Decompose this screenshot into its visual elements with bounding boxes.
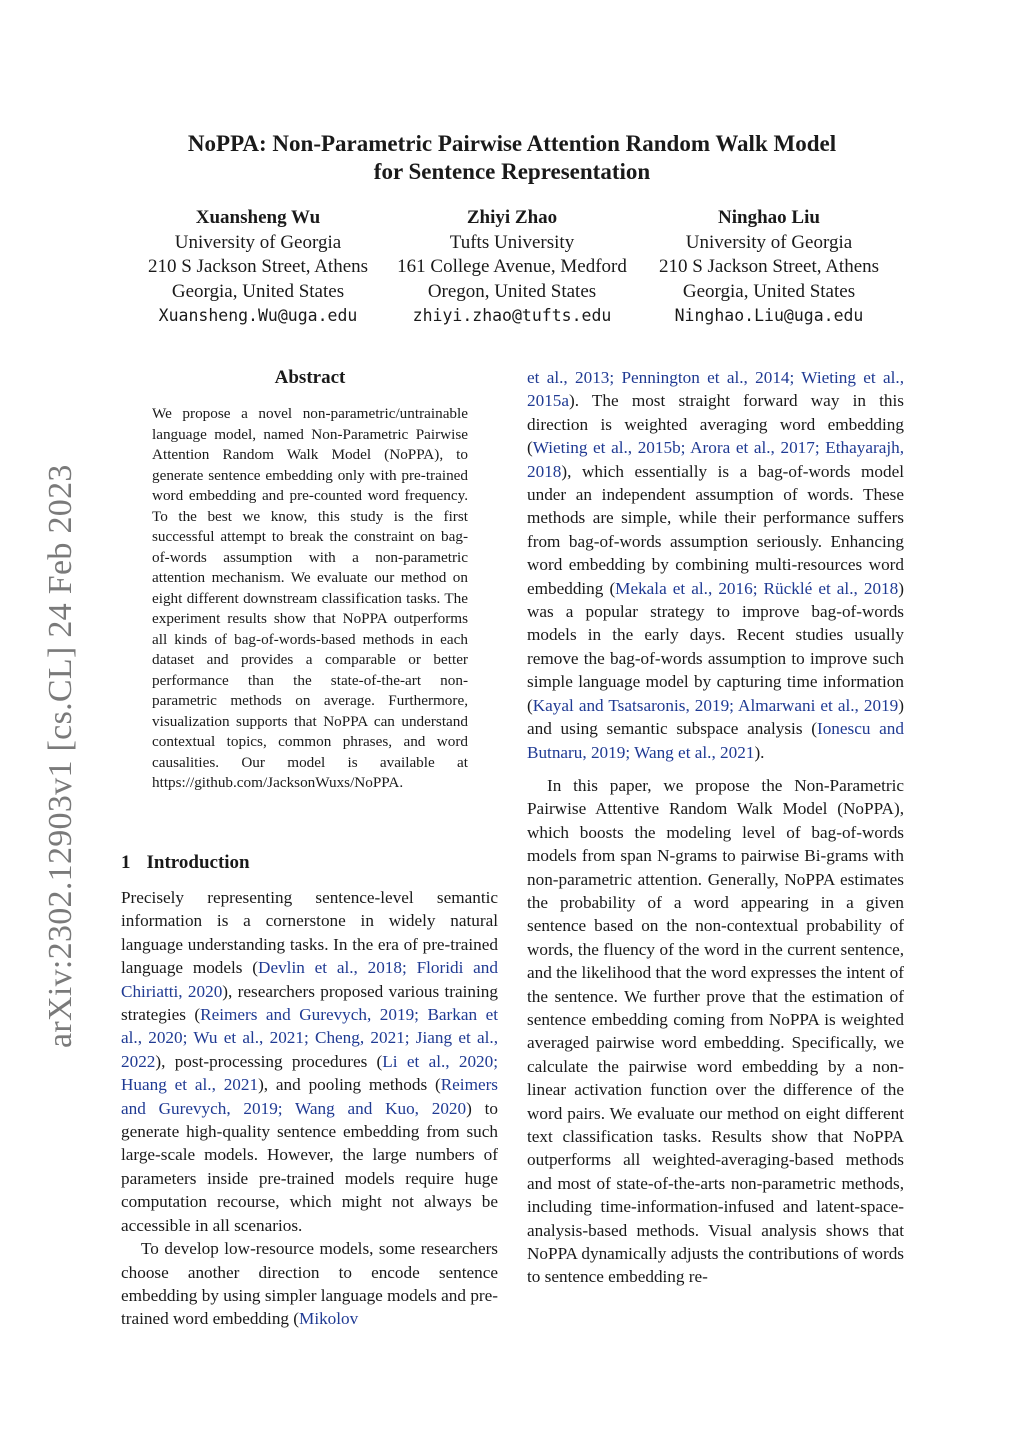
left-column — [121, 886, 498, 1331]
body-text: ). The most straight forward way in this direction is weighted averaging word embedding ( — [527, 391, 904, 458]
paragraph — [121, 1237, 498, 1331]
body-text: To develop low-resource models, some researchers choose another direction to encode sentence embedding by using simpler language models and pre-trained word embedding ( — [121, 1239, 498, 1329]
author-affiliation: Tufts University — [449, 231, 575, 253]
body-text: ), post-processing procedures ( — [155, 1051, 383, 1071]
author-address: 210 S Jackson Street, Athens — [147, 256, 369, 277]
citation-link[interactable]: Mikolov — [299, 1309, 359, 1329]
author-location: Georgia, United States — [682, 280, 856, 302]
title-line-2: for Sentence Representation — [373, 159, 651, 184]
author-name: Zhiyi Zhao — [466, 207, 558, 228]
body-text: ) was a popular strategy to improve bag-of-words models in the early days. Recent studies usually remove the bag-of-words assumption to improve such simple language model by capturing time information ( — [527, 578, 904, 715]
body-text: ), and pooling methods ( — [258, 1075, 441, 1095]
citation-link[interactable]: Ionescu and Butnaru, 2019; Wang et al., 2021 — [527, 719, 904, 762]
paper-title — [112, 130, 912, 186]
paragraph — [527, 366, 904, 764]
body-text: ), which essentially is a bag-of-words model under an independent assumption of words. These methods are simple, while their performance suffers from bag-of-words assumption seriously. Enhancing word embedding by combining multi-resources word embedding ( — [527, 461, 904, 598]
body-text: Precisely representing sentence-level semantic information is a cornerstone in widely natural language understanding tasks. In the era of pre-trained language models ( — [121, 888, 498, 978]
body-text: ). — [754, 742, 765, 762]
author-email[interactable]: Xuansheng.Wu@uga.edu — [158, 306, 358, 325]
citation-link[interactable]: Kayal and Tsatsaronis, 2019; Almarwani et al., 2019 — [532, 695, 899, 715]
author-email[interactable]: zhiyi.zhao@tufts.edu — [412, 306, 612, 325]
author-block-3 — [635, 206, 903, 329]
section-number: 1 — [121, 852, 131, 873]
body-text: ) and using semantic subspace analysis ( — [527, 695, 904, 739]
author-name: Xuansheng Wu — [195, 207, 321, 228]
author-email[interactable]: Ninghao.Liu@uga.edu — [674, 306, 864, 325]
author-location: Georgia, United States — [171, 280, 345, 302]
arxiv-identifier: arXiv:2302.12903v1 [cs.CL] 24 Feb 2023 — [42, 464, 79, 1048]
citation-link[interactable]: Reimers and Gurevych, 2019; Wang and Kuo, 2020 — [121, 1075, 498, 1118]
section-title: Introduction — [146, 852, 250, 873]
body-text: ), researchers proposed various training strategies ( — [121, 981, 498, 1025]
citation-link[interactable]: Li et al., 2020; Huang et al., 2021 — [121, 1051, 499, 1095]
author-affiliation: University of Georgia — [174, 231, 342, 253]
author-name: Ninghao Liu — [718, 207, 820, 228]
title-line-1: NoPPA: Non-Parametric Pairwise Attention Random Walk Model — [187, 131, 837, 156]
author-address: 161 College Avenue, Medford — [397, 256, 627, 277]
paragraph: In this paper, we propose the Non-Parametric Pairwise Attentive Random Walk Model (NoPPA), which boosts the modeling level of bag-of-words models from span N-grams to pairwise Bi-grams with non-parametric attention. Generally, NoPPA estimates the probability of a word appearing in a given sentence based on the non-contextual probability of words, the fluency of the word in the current sentence, and the likelihood that the word expresses the intent of the sentence. We further prove that the estimation of sentence embedding coming from NoPPA is weighted averaged pairwise word embedding. Specifically, we calculate the pairwise word embedding by a non-linear activation function over the difference of the word pairs. We evaluate our method on eight different text classification tasks. Results show that NoPPA outperforms all weighted-averaging-based methods and most of state-of-the-arts non-parametric methods, including time-information-infused and latent-space-analysis-based methods. Visual analysis shows that NoPPA dynamically adjusts the contributions of words to sentence embedding re- — [527, 775, 904, 1287]
citation-link[interactable]: Mekala et al., 2016; Rücklé et al., 2018 — [615, 578, 899, 598]
section-heading — [121, 852, 250, 874]
paragraph — [121, 886, 498, 1237]
citation-link[interactable]: Wieting et al., 2015b; Arora et al., 2017; Ethayarajh, 2018 — [527, 438, 904, 481]
citation-link[interactable]: et al., 2013; Pennington et al., 2014; Wieting et al., 2015a — [527, 368, 904, 411]
author-affiliation: University of Georgia — [685, 231, 853, 253]
author-block-1 — [124, 206, 392, 329]
abstract-text: We propose a novel non-parametric/untrainable language model, named Non-Parametric Pairwise Attention Random Walk Model (NoPPA), to generate sentence embedding only with pre-trained word embedding and pre-counted word frequency. To the best we know, this study is the first successful attempt to break the constraint on bag-of-words assumption with a non-parametric attention mechanism. We evaluate our method on eight different downstream classification tasks. The experiment results show that NoPPA outperforms all kinds of bag-of-words-based methods in each dataset and provides a comparable or better performance than the state-of-the-art non-parametric methods on average. Furthermore, visualization supports that NoPPA can understand contextual topics, common phrases, and word causalities. Our model is available at https://github.com/JacksonWuxs/NoPPA. — [152, 405, 468, 791]
author-address: 210 S Jackson Street, Athens — [658, 256, 880, 277]
author-location: Oregon, United States — [427, 280, 597, 302]
citation-link[interactable]: Reimers and Gurevych, 2019; Barkan et al., 2020; Wu et al., 2021; Cheng, 2021; Jiang et al., 2022 — [121, 1005, 498, 1071]
right-column — [527, 366, 904, 1289]
abstract-heading: Abstract — [274, 367, 346, 388]
body-text: ) to generate high-quality sentence embedding from such large-scale models. However, the large numbers of parameters inside pre-trained models require huge computation recourse, which might not always be accessible in all scenarios. — [121, 1098, 498, 1235]
author-block-2 — [378, 206, 646, 329]
citation-link[interactable]: Devlin et al., 2018; Floridi and Chiriatti, 2020 — [121, 958, 498, 1001]
